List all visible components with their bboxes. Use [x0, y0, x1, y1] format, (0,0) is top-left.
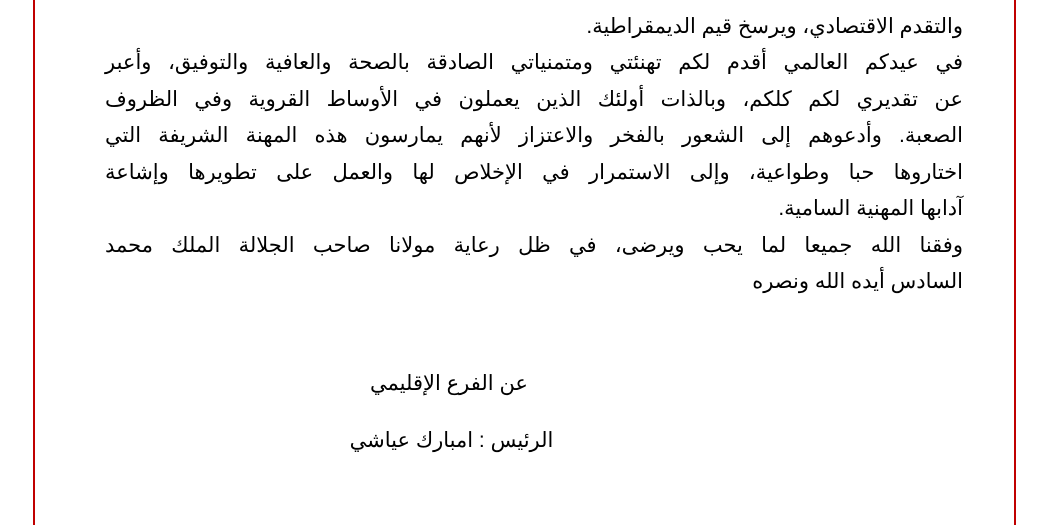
- letter-line-8: السادس أيده الله ونصره: [752, 270, 963, 293]
- letter-line-1: والتقدم الاقتصادي، ويرسخ قيم الديمقراطية.: [586, 14, 963, 38]
- letter-line-clipped: [105, 0, 963, 9]
- letter-line-4: الصعبة. وأدعوهم إلى الشعور بالفخر والاعتزاز لأنهم يمارسون هذه المهنة الشريفة التي: [105, 124, 963, 147]
- letter-line-3: عن تقديري لكم كلكم، وبالذات أولئك الذين يعملون في الأوساط القروية وفي الظروف: [105, 87, 963, 111]
- president-signature-line: [105, 428, 963, 453]
- letter-line-7: وفقنا الله جميعا لما يحب ويرضى، في ظل رعاية مولانا صاحب الجلالة الملك محمد: [105, 233, 963, 257]
- branch-name: عن الفرع الإقليمي: [370, 372, 528, 395]
- letter-line-2: في عيدكم العالمي أقدم لكم تهنئتي ومتمنياتي الصادقة بالصحة والعافية والتوفيق، وأعبر: [105, 51, 963, 74]
- letter-line-5: اختاروها حبا وطواعية، وإلى الاستمرار في الإخلاص لها والعمل على تطويرها وإشاعة: [105, 160, 963, 184]
- president-name: الرئيس : امبارك عياشي: [349, 429, 554, 452]
- letter-line-6: آدابها المهنية السامية.: [778, 197, 963, 220]
- branch-signature-line: [105, 371, 963, 396]
- letter-body: [105, 0, 963, 301]
